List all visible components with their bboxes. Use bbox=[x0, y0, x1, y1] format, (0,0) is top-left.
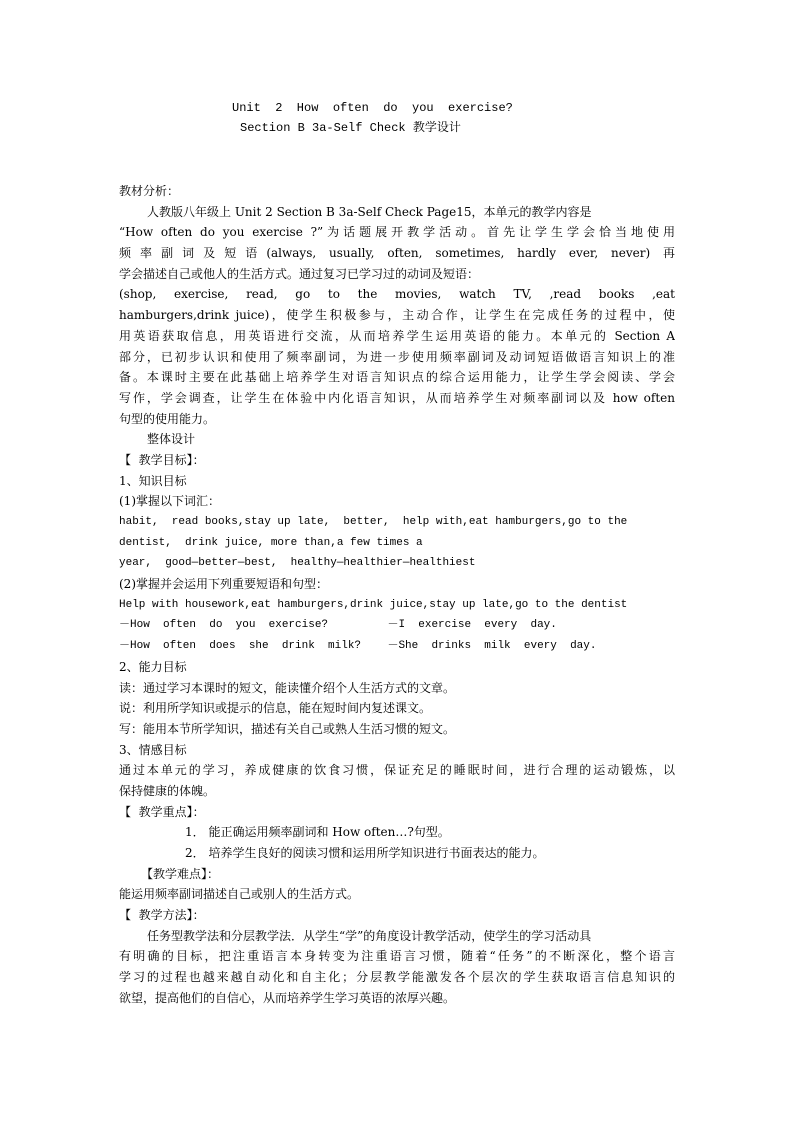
emotion-line: 通过本单元的学习，养成健康的饮食习惯，保证充足的睡眠时间，进行合理的运动锻炼，以 bbox=[119, 763, 675, 778]
difficulty-line: 能运用频率副词描述自己或别人的生活方式。 bbox=[119, 887, 360, 902]
analysis-heading: 教材分析： bbox=[119, 184, 180, 198]
method-line: 有明确的目标，把注重语言本身转变为注重语言习惯，随着“任务”的不断深化，整个语言 bbox=[119, 949, 675, 964]
analysis-line: 部分，已初步认识和使用了频率副词，为进一步使用频率副词及动词短语做语言知识上的准 bbox=[119, 349, 675, 364]
key-point: 1． 能正确运用频率副词和 How often…?句型。 bbox=[185, 825, 450, 840]
ability-line: 读：通过学习本课时的短文，能读懂介绍个人生活方式的文章。 bbox=[119, 680, 456, 695]
analysis-line: 频率副词及短语(always, usually, often, sometimes, hardly ever, never) 再 bbox=[119, 246, 675, 261]
emotion-line: 保持健康的体魄。 bbox=[119, 783, 216, 798]
analysis-line: hamburgers,drink juice)，使学生积极参与，主动合作，让学生在完成任务的过程中，使 bbox=[119, 308, 675, 323]
design-heading: 整体设计 bbox=[147, 432, 196, 447]
analysis-line: 人教版八年级上 Unit 2 Section B 3a-Self Check Page15，本单元的教学内容是 bbox=[147, 204, 592, 219]
method-line: 任务型教学法和分层教学法．从学生“学”的角度设计教学活动，使学生的学习活动具 bbox=[147, 928, 592, 943]
phrases-heading: (2)掌握并会运用下列重要短语和句型： bbox=[119, 577, 328, 592]
analysis-line: 学会描述自己或他人的生活方式。通过复习已学习过的动词及短语： bbox=[119, 266, 480, 281]
vocab-line: dentist, drink juice, more than,a few times a bbox=[119, 536, 423, 549]
phrase-line: －How often does she drink milk? －She drinks milk every day. bbox=[119, 640, 597, 653]
analysis-line: 写作，学会调查，让学生在体验中内化语言知识，从而培养学生对频率副词以及 how often bbox=[119, 390, 675, 405]
document-subtitle: Section B 3a-Self Check 教学设计 bbox=[240, 121, 461, 135]
goals-heading: 【 教学目标】： bbox=[119, 452, 205, 467]
vocab-heading: (1)掌握以下词汇： bbox=[119, 494, 220, 509]
analysis-line: 用英语获取信息，用英语进行交流，从而培养学生运用英语的能力。本单元的 Section A bbox=[119, 328, 675, 343]
vocab-line: year, good—better—best, healthy—healthier—healthiest bbox=[119, 557, 476, 570]
method-line: 学习的过程也越来越自动化和自主化；分层教学能激发各个层次的学生获取语言信息知识的 bbox=[119, 970, 675, 985]
key-heading: 【 教学重点】： bbox=[119, 804, 205, 819]
knowledge-heading: 1、知识目标 bbox=[119, 473, 187, 488]
ability-line: 写：能用本节所学知识，描述有关自己或熟人生活习惯的短文。 bbox=[119, 721, 456, 736]
document-body bbox=[119, 181, 675, 1009]
phrase-line: －How often do you exercise? －I exercise every day. bbox=[119, 619, 557, 632]
ability-line: 说：利用所学知识或提示的信息，能在短时间内复述课文。 bbox=[119, 701, 432, 716]
document-title: Unit 2 How often do you exercise? bbox=[232, 101, 513, 115]
method-heading: 【 教学方法】： bbox=[119, 908, 205, 923]
ability-heading: 2、能力目标 bbox=[119, 659, 187, 674]
emotion-heading: 3、情感目标 bbox=[119, 742, 187, 757]
analysis-line: (shop, exercise, read, go to the movies, watch TV, ,read books ,eat bbox=[119, 287, 675, 302]
analysis-line: 句型的使用能力。 bbox=[119, 411, 216, 426]
phrase-line: Help with housework,eat hamburgers,drink juice,stay up late,go to the dentist bbox=[119, 598, 628, 611]
method-line: 欲望，提高他们的自信心，从而培养学生学习英语的浓厚兴趣。 bbox=[119, 990, 456, 1005]
analysis-line: 备。本课时主要在此基础上培养学生对语言知识点的综合运用能力，让学生学会阅读、学会 bbox=[119, 370, 675, 385]
vocab-line: habit, read books,stay up late, better, help with,eat hamburgers,go to the bbox=[119, 516, 628, 528]
analysis-line: “How often do you exercise ?”为话题展开教学活动。首先让学生学会恰当地使用 bbox=[119, 225, 675, 240]
key-point: 2． 培养学生良好的阅读习惯和运用所学知识进行书面表达的能力。 bbox=[185, 846, 545, 860]
difficulty-heading: 【教学难点】： bbox=[141, 866, 220, 881]
